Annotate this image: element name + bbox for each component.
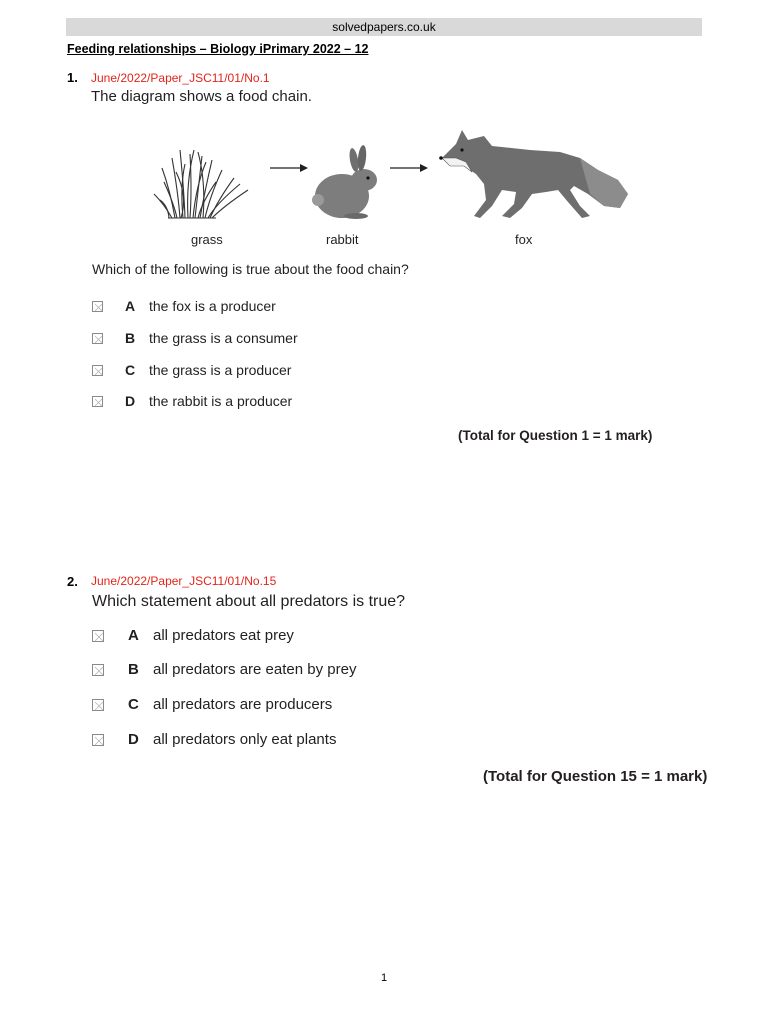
option-letter: B (128, 661, 139, 678)
option-text: the grass is a producer (149, 362, 292, 378)
checkbox[interactable] (92, 301, 103, 312)
question-1-prompt: Which of the following is true about the food chain? (92, 261, 409, 277)
question-2-number: 2. (67, 574, 78, 589)
option-letter: C (128, 696, 139, 713)
question-1-option-c[interactable] (92, 362, 352, 382)
diagram-label-rabbit: rabbit (326, 232, 359, 247)
document-title: Feeding relationships – Biology iPrimary 2022 – 12 (67, 42, 369, 56)
checkbox[interactable] (92, 365, 103, 376)
option-letter: A (125, 298, 136, 314)
option-letter: C (125, 362, 136, 378)
diagram-label-grass: grass (191, 232, 223, 247)
question-2-option-c[interactable] (92, 696, 392, 716)
site-name: solvedpapers.co.uk (332, 20, 436, 34)
site-header-bar (66, 18, 702, 36)
checkbox[interactable] (92, 333, 103, 344)
option-text: all predators are eaten by prey (153, 661, 357, 678)
option-text: all predators are producers (153, 696, 333, 713)
option-text: the rabbit is a producer (149, 393, 293, 409)
question-1-reference: June/2022/Paper_JSC11/01/No.1 (91, 71, 270, 85)
question-1-option-d[interactable] (92, 393, 352, 413)
option-text: the grass is a consumer (149, 330, 298, 346)
option-text: all predators only eat plants (153, 731, 337, 748)
rabbit-icon (312, 145, 377, 219)
option-text: the fox is a producer (149, 298, 276, 314)
checkbox[interactable] (92, 396, 103, 407)
question-2-prompt: Which statement about all predators is true? (92, 593, 406, 610)
question-1-total: (Total for Question 1 = 1 mark) (458, 428, 653, 443)
option-letter: D (125, 393, 136, 409)
question-2-option-a[interactable] (92, 627, 392, 647)
question-2-option-b[interactable] (92, 661, 392, 681)
option-letter: D (128, 731, 139, 748)
question-1-intro: The diagram shows a food chain. (91, 88, 312, 105)
page-number: 1 (380, 972, 388, 984)
checkbox[interactable] (92, 630, 104, 642)
option-text: all predators eat prey (153, 627, 294, 644)
question-2-option-d[interactable] (92, 731, 392, 751)
question-1-option-a[interactable] (92, 298, 352, 318)
checkbox[interactable] (92, 734, 104, 746)
arrow-icon (270, 164, 308, 172)
checkbox[interactable] (92, 664, 104, 676)
grass-icon (154, 150, 248, 218)
question-1-option-b[interactable] (92, 330, 352, 350)
fox-icon (439, 130, 628, 218)
question-1-number: 1. (67, 70, 78, 85)
question-2-reference: June/2022/Paper_JSC11/01/No.15 (91, 574, 277, 588)
diagram-label-fox: fox (515, 232, 533, 247)
arrow-icon (390, 164, 428, 172)
option-letter: A (128, 627, 139, 644)
checkbox[interactable] (92, 699, 104, 711)
question-2-total: (Total for Question 15 = 1 mark) (483, 768, 708, 785)
food-chain-diagram (150, 120, 640, 255)
option-letter: B (125, 330, 136, 346)
